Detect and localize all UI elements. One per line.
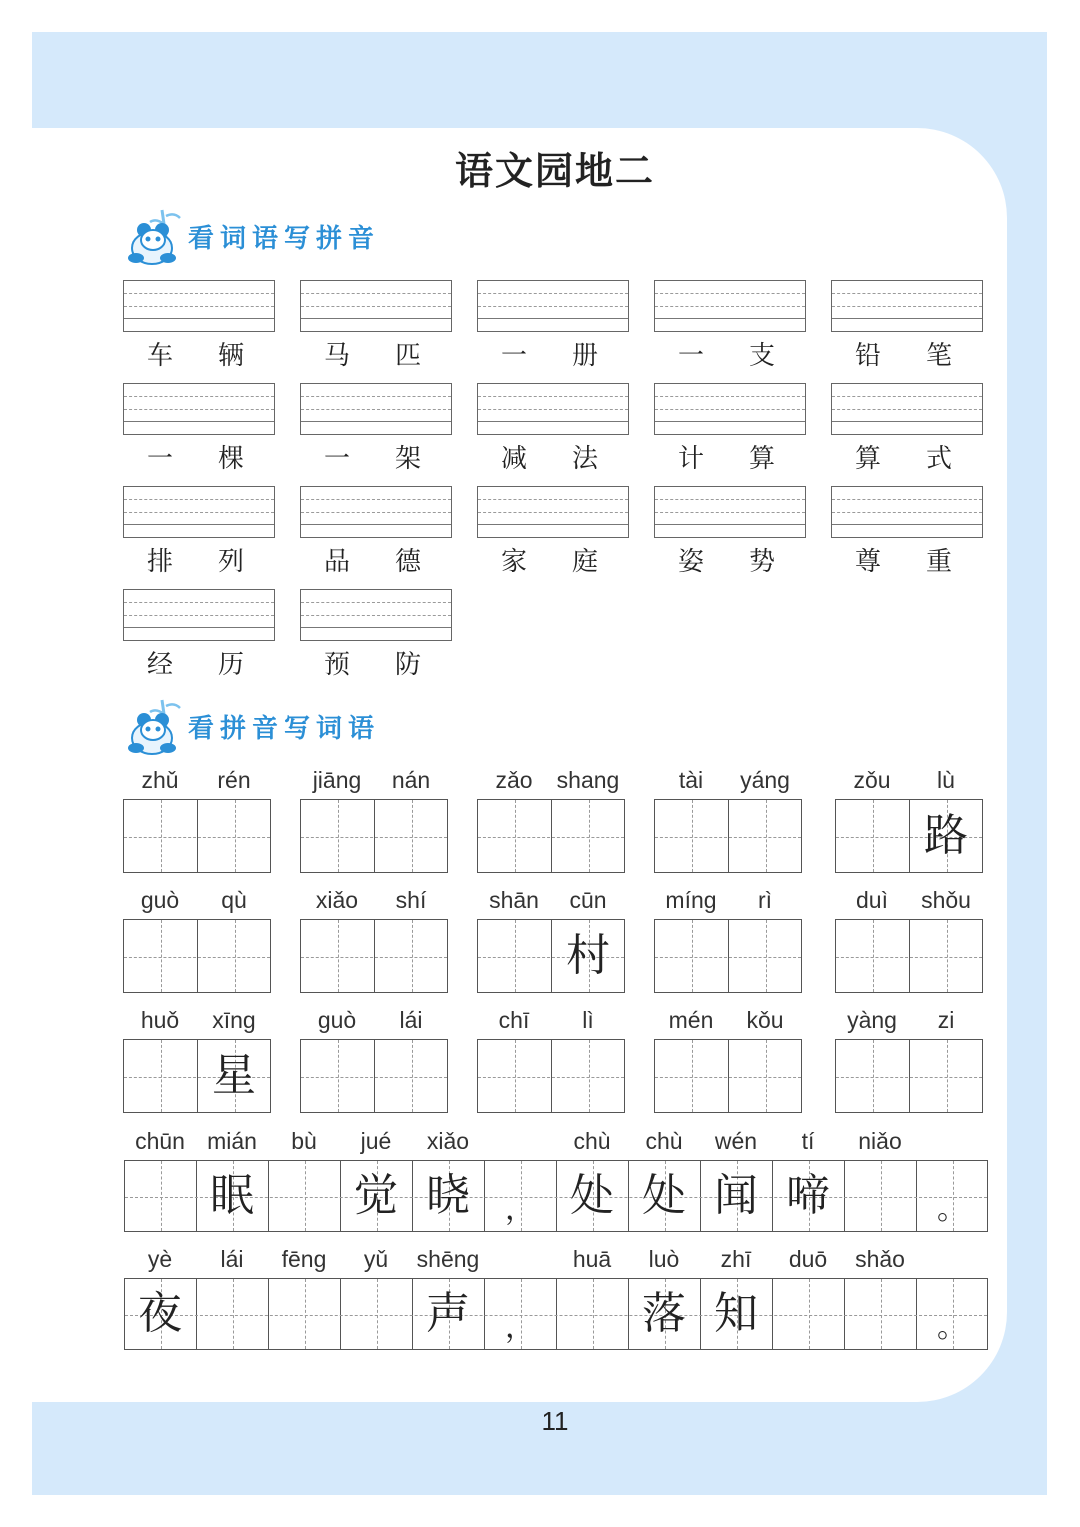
pinyin-label: qù xyxy=(221,887,247,913)
given-character xyxy=(196,1278,268,1350)
pinyin-label: kǒu xyxy=(746,1007,784,1033)
pinyin-label: tài xyxy=(678,767,704,793)
word-character: 历 xyxy=(217,650,244,680)
word-character: 马 xyxy=(323,341,350,371)
given-character: 村 xyxy=(566,930,610,981)
word-character: 排 xyxy=(146,547,173,577)
word-character: 重 xyxy=(925,547,952,577)
word-character: 支 xyxy=(748,341,775,371)
section-heading-text: 看拼音写词语 xyxy=(188,714,381,744)
pinyin-label: duì xyxy=(856,887,888,913)
word-character: 算 xyxy=(748,444,775,474)
word-character: 列 xyxy=(217,547,244,577)
punctuation-mark: ， xyxy=(505,1192,535,1227)
word-character: 防 xyxy=(394,650,421,680)
given-character: 落 xyxy=(642,1288,686,1339)
word-character: 辆 xyxy=(217,341,244,371)
word-character: 铅 xyxy=(854,341,881,371)
pinyin-answer-box[interactable] xyxy=(831,486,983,538)
given-character: 眠 xyxy=(210,1170,254,1221)
pinyin-label: jué xyxy=(360,1128,392,1154)
pinyin-label: lì xyxy=(582,1007,594,1033)
pinyin-answer-box[interactable] xyxy=(123,589,275,641)
given-character: 处 xyxy=(570,1170,614,1221)
given-character: 啼 xyxy=(786,1170,830,1221)
given-character: 晓 xyxy=(426,1170,470,1221)
given-character xyxy=(909,920,983,994)
given-character xyxy=(728,1040,802,1114)
word-character: 庭 xyxy=(571,547,598,577)
pinyin-label: zǎo xyxy=(495,767,533,793)
word-character: 尊 xyxy=(854,547,881,577)
word-character: 减 xyxy=(500,444,527,474)
word-character: 一 xyxy=(677,341,704,371)
pinyin-label: nán xyxy=(391,767,431,793)
pinyin-label: fēng xyxy=(281,1246,327,1272)
pinyin-label: zhǔ xyxy=(141,767,179,793)
pinyin-label: rì xyxy=(757,887,773,913)
given-character xyxy=(654,920,728,994)
pinyin-label: guò xyxy=(140,887,180,913)
word-character: 算 xyxy=(854,444,881,474)
given-character: 知 xyxy=(714,1288,758,1339)
pinyin-answer-box[interactable] xyxy=(300,280,452,332)
pinyin-label: míng xyxy=(665,887,717,913)
word-character: 棵 xyxy=(217,444,244,474)
punctuation-mark: 。 xyxy=(937,1192,967,1227)
pinyin-label: bù xyxy=(291,1128,317,1154)
given-character xyxy=(844,1160,916,1232)
given-character xyxy=(124,1160,196,1232)
pinyin-label: shān xyxy=(489,887,539,913)
given-character xyxy=(123,920,197,994)
pinyin-label: huǒ xyxy=(140,1007,180,1033)
pinyin-label: chī xyxy=(498,1007,530,1033)
pinyin-label: yǔ xyxy=(363,1246,389,1272)
given-character xyxy=(909,1040,983,1114)
word-character: 法 xyxy=(571,444,598,474)
given-character xyxy=(551,800,625,874)
given-character: 夜 xyxy=(138,1288,182,1339)
pinyin-answer-box[interactable] xyxy=(477,486,629,538)
pinyin-label: xiǎo xyxy=(426,1128,470,1154)
given-character xyxy=(728,920,802,994)
pinyin-label: shí xyxy=(395,887,427,913)
word-character: 架 xyxy=(394,444,421,474)
pinyin-label: lái xyxy=(220,1246,244,1272)
given-character xyxy=(268,1160,340,1232)
page-number: 11 xyxy=(541,1406,569,1436)
word-character: 经 xyxy=(146,650,173,680)
pinyin-label: niǎo xyxy=(858,1128,902,1154)
pinyin-label: guò xyxy=(317,1007,357,1033)
given-character: 声 xyxy=(426,1288,470,1339)
given-character xyxy=(300,1040,374,1114)
pinyin-label: shǎo xyxy=(855,1246,905,1272)
given-character xyxy=(300,800,374,874)
word-character: 一 xyxy=(146,444,173,474)
punctuation-mark: ， xyxy=(505,1310,535,1345)
pinyin-label: chūn xyxy=(135,1128,185,1154)
given-character xyxy=(268,1278,340,1350)
given-character xyxy=(728,800,802,874)
pinyin-label: duō xyxy=(788,1246,828,1272)
given-character xyxy=(123,800,197,874)
pinyin-label: zhī xyxy=(720,1246,752,1272)
pinyin-label: zi xyxy=(937,1007,955,1033)
pinyin-label: mén xyxy=(668,1007,714,1033)
given-character xyxy=(556,1278,628,1350)
word-character: 匹 xyxy=(394,341,421,371)
pinyin-answer-box[interactable] xyxy=(123,280,275,332)
word-character: 姿 xyxy=(677,547,704,577)
pinyin-answer-box[interactable] xyxy=(477,383,629,435)
given-character xyxy=(835,1040,909,1114)
pinyin-label: mián xyxy=(207,1128,257,1154)
panda-bamboo-icon xyxy=(122,208,184,268)
pinyin-answer-box[interactable] xyxy=(831,383,983,435)
pinyin-label: lái xyxy=(399,1007,423,1033)
pinyin-label: shang xyxy=(556,767,620,793)
given-character: 觉 xyxy=(354,1170,398,1221)
pinyin-label: huā xyxy=(572,1246,612,1272)
pinyin-answer-box[interactable] xyxy=(300,383,452,435)
given-character: 处 xyxy=(642,1170,686,1221)
given-character xyxy=(197,920,271,994)
pinyin-answer-box[interactable] xyxy=(654,383,806,435)
word-character: 笔 xyxy=(925,341,952,371)
given-character: 星 xyxy=(212,1050,256,1101)
pinyin-label: chù xyxy=(573,1128,611,1154)
pinyin-answer-box[interactable] xyxy=(477,280,629,332)
given-character xyxy=(477,920,551,994)
given-character xyxy=(300,920,374,994)
given-character xyxy=(835,920,909,994)
pinyin-answer-box[interactable] xyxy=(300,486,452,538)
pinyin-label: wén xyxy=(714,1128,758,1154)
given-character xyxy=(374,1040,448,1114)
pinyin-label: lù xyxy=(937,767,955,793)
pinyin-label: yáng xyxy=(740,767,790,793)
pinyin-label: jiāng xyxy=(312,767,362,793)
given-character xyxy=(654,800,728,874)
given-character xyxy=(844,1278,916,1350)
given-character xyxy=(654,1040,728,1114)
pinyin-label: yè xyxy=(147,1246,173,1272)
given-character xyxy=(835,800,909,874)
punctuation-mark: 。 xyxy=(937,1310,967,1345)
given-character xyxy=(477,800,551,874)
given-character xyxy=(197,800,271,874)
word-character: 式 xyxy=(925,444,952,474)
pinyin-answer-box[interactable] xyxy=(123,486,275,538)
pinyin-answer-box[interactable] xyxy=(654,486,806,538)
pinyin-label: shǒu xyxy=(921,887,971,913)
pinyin-label: xīng xyxy=(212,1007,256,1033)
word-character: 计 xyxy=(677,444,704,474)
given-character xyxy=(340,1278,412,1350)
pinyin-label: shēng xyxy=(416,1246,480,1272)
word-character: 一 xyxy=(500,341,527,371)
page-title: 语文园地二 xyxy=(454,148,655,193)
pinyin-label: rén xyxy=(217,767,251,793)
pinyin-answer-box[interactable] xyxy=(123,383,275,435)
pinyin-label: chù xyxy=(645,1128,683,1154)
pinyin-label: zǒu xyxy=(853,767,891,793)
panda-bamboo-icon xyxy=(122,698,184,758)
given-character xyxy=(123,1040,197,1114)
given-character xyxy=(477,1040,551,1114)
word-character: 一 xyxy=(323,444,350,474)
word-character: 家 xyxy=(500,547,527,577)
pinyin-answer-box[interactable] xyxy=(300,589,452,641)
pinyin-label: xiǎo xyxy=(315,887,359,913)
given-character xyxy=(374,920,448,994)
pinyin-label: cūn xyxy=(569,887,607,913)
pinyin-label: tí xyxy=(801,1128,815,1154)
word-character: 势 xyxy=(748,547,775,577)
word-character: 车 xyxy=(146,341,173,371)
pinyin-label: yàng xyxy=(847,1007,897,1033)
word-character: 册 xyxy=(571,341,598,371)
word-character: 预 xyxy=(323,650,350,680)
given-character xyxy=(772,1278,844,1350)
pinyin-label: luò xyxy=(648,1246,680,1272)
given-character xyxy=(551,1040,625,1114)
word-character: 品 xyxy=(323,547,350,577)
word-character: 德 xyxy=(394,547,421,577)
section-heading-text: 看词语写拼音 xyxy=(188,224,381,254)
given-character: 闻 xyxy=(714,1170,758,1221)
pinyin-answer-box[interactable] xyxy=(831,280,983,332)
given-character xyxy=(374,800,448,874)
pinyin-answer-box[interactable] xyxy=(654,280,806,332)
given-character: 路 xyxy=(924,810,968,861)
